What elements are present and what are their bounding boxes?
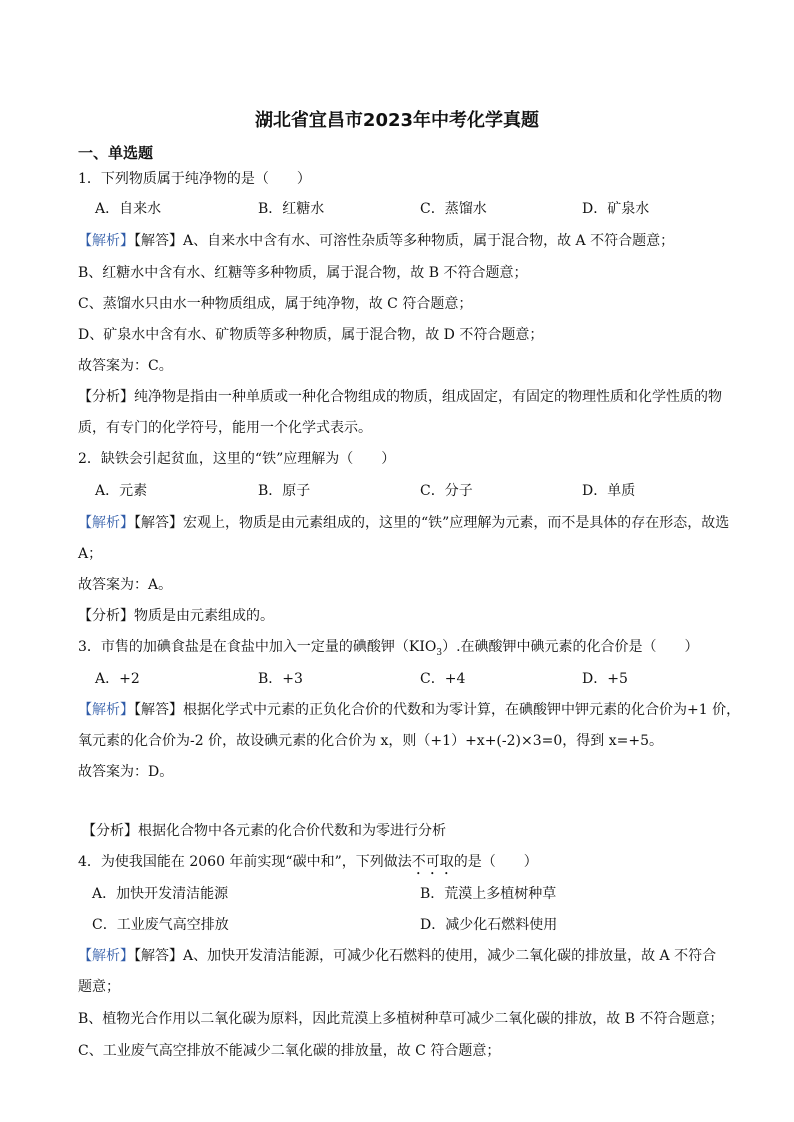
q4-answer-line-3: B、植物光合作用以二氧化碳为原料，因此荒漠上多植树种草可减少二氧化碳的排放，故 B 不符合题意； (78, 1011, 724, 1027)
q1-analysis-line-1: 【分析】纯净物是指由一种单质或一种化合物组成的物质，组成固定，有固定的物理性质和化学性质的物 (78, 389, 722, 405)
jiexi-tag: 【解析】 (78, 948, 134, 964)
q1-answer-line-3: C、蒸馏水只由水一种物质组成，属于纯净物，故 C 符合题意； (78, 296, 473, 312)
q1-option-d: D．矿泉水 (582, 201, 650, 217)
question-3-stem: 3．市售的加碘食盐是在食盐中加入一定量的碘酸钾$(KIO_3)$.在碘酸钾中碘元素的化合价是（ ） (78, 639, 699, 658)
q3-analysis: 【分析】根据化合物中各元素的化合价代数和为零进行分析 (82, 823, 446, 839)
q3-option-d: D．+5 (582, 671, 628, 687)
q2-option-b: B．原子 (258, 483, 311, 499)
q4-option-c: C．工业废气高空排放 (92, 917, 229, 933)
q3-answer-line-2: 氧元素的化合价为-2 价，故设碘元素的化合价为 x，则（+1）+x+(-2)×3=0，得到 x=+5。 (78, 733, 663, 749)
q3-answer-line-1: 【解析】【解答】根据化学式中元素的正负化合价的代数和为零计算，在碘酸钾中钾元素的化合价为+1 价， (78, 702, 741, 718)
q3-option-b: B．+3 (258, 671, 303, 687)
q1-option-c: C．蒸馏水 (420, 201, 487, 217)
q3-answer-final: 故答案为：D。 (78, 764, 174, 780)
q4-answer-line-4: C、工业废气高空排放不能减少二氧化碳的排放量，故 C 符合题意； (78, 1043, 501, 1059)
q2-answer-line-1: 【解析】【解答】宏观上，物质是由元素组成的，这里的“铁”应理解为元素，而不是具体的存在形态，故选 (78, 515, 730, 531)
q4-answer-line-2: 题意； (78, 979, 120, 995)
subscript: 3 (436, 647, 443, 658)
jiexi-tag: 【解析】 (78, 702, 134, 718)
q1-analysis-line-2: 质，有专门的化学符号，能用一个化学式表示。 (78, 420, 372, 436)
q1-answer-line-2: B、红糖水中含有水、红糖等多种物质，属于混合物，故 B 不符合题意； (78, 265, 528, 281)
question-2-stem: 2．缺铁会引起贫血，这里的“铁”应理解为（ ） (78, 451, 396, 467)
q1-option-a: A．自来水 (95, 201, 162, 217)
q4-option-d: D．减少化石燃料使用 (420, 917, 558, 933)
q2-answer-final: 故答案为：A。 (78, 577, 173, 593)
q1-answer-line-1: 【解析】【解答】A、自来水中含有水、可溶性杂质等多种物质，属于混合物，故 A 不符合题意； (78, 233, 675, 249)
q2-answer-line-2: A； (78, 546, 103, 562)
q4-option-a: A．加快开发清洁能源 (92, 886, 229, 902)
question-1-stem: 1．下列物质属于纯净物的是（ ） (78, 171, 311, 187)
q1-answer-line-4: D、矿泉水中含有水、矿物质等多种物质，属于混合物，故 D 不符合题意； (78, 327, 544, 343)
emphasized-text: 不可取 (411, 854, 454, 870)
question-4-stem: 4．为使我国能在 2060 年前实现“碳中和”，下列做法不可取的是（ ） (78, 854, 538, 870)
q1-option-b: B．红糖水 (258, 201, 325, 217)
q4-answer-line-1: 【解析】【解答】A、加快开发清洁能源，可减少化石燃料的使用，减少二氧化碳的排放量，故 A 不符合 (78, 948, 717, 964)
q3-option-a: A．+2 (95, 671, 140, 687)
jiexi-tag: 【解析】 (78, 233, 134, 249)
q1-answer-final: 故答案为：C。 (78, 358, 173, 374)
q3-option-c: C．+4 (420, 671, 466, 687)
page-title: 湖北省宜昌市2023年中考化学真题 (254, 110, 540, 131)
q2-analysis: 【分析】物质是由元素组成的。 (78, 608, 274, 624)
q2-option-c: C．分子 (420, 483, 473, 499)
q2-option-a: A．元素 (95, 483, 148, 499)
q4-option-b: B．荒漠上多植树种草 (420, 886, 557, 902)
section-heading: 一、单选题 (78, 144, 154, 162)
q2-option-d: D．单质 (582, 483, 636, 499)
jiexi-tag: 【解析】 (78, 515, 134, 531)
